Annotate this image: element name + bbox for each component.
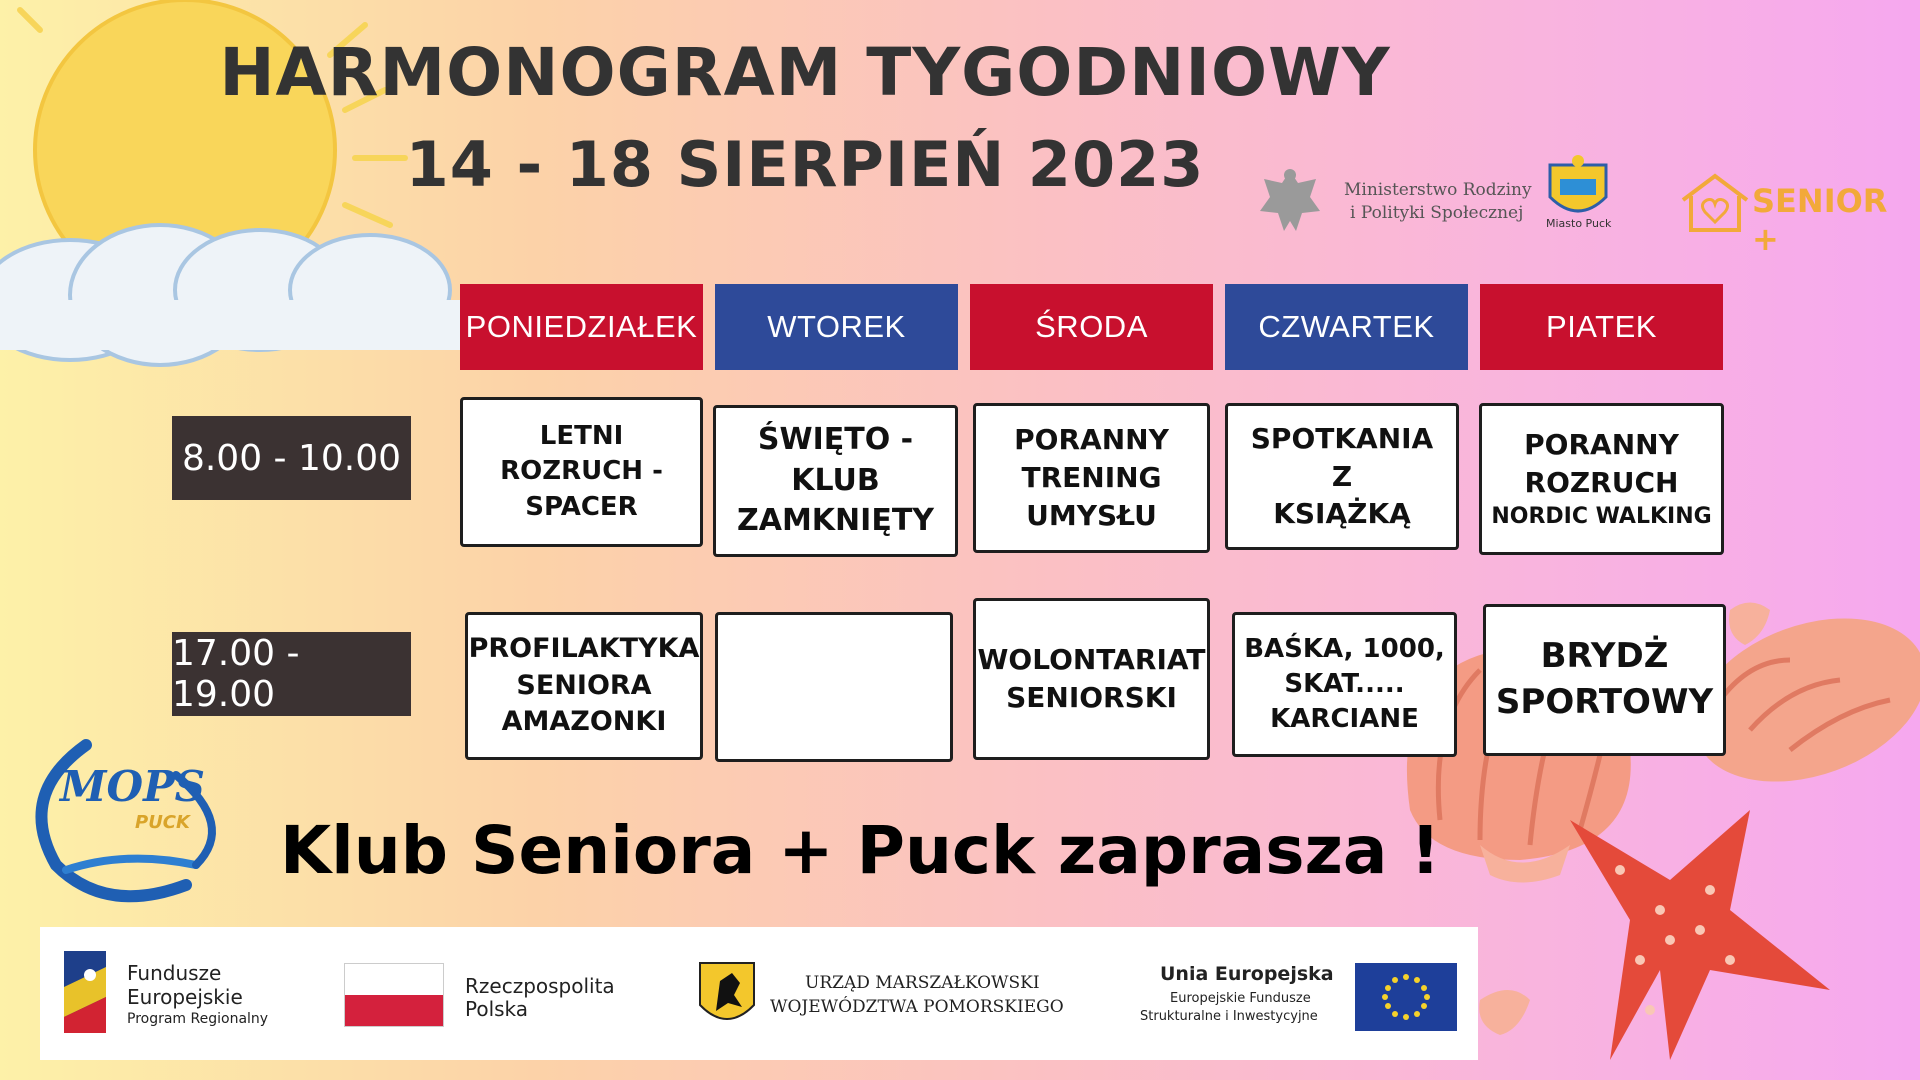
ue-line2: Europejskie Fundusze [1170, 991, 1311, 1006]
cell-friday-morning: PORANNY ROZRUCH NORDIC WALKING [1479, 403, 1724, 555]
cell-thursday-evening: BAŚKA, 1000, SKAT..... KARCIANE [1232, 612, 1457, 757]
pomorskie-griffin-icon [698, 961, 756, 1031]
fundusze-europejskie-icon [60, 947, 110, 1037]
eu-flag-icon [1355, 963, 1457, 1031]
rp-line1: Rzeczpospolita [465, 974, 615, 998]
footer-logos-bar [40, 927, 1478, 1060]
fe-line3: Program Regionalny [127, 1011, 269, 1027]
ue-line3: Strukturalne i Inwestycyjne [1140, 1009, 1318, 1024]
rp-line2: Polska [465, 997, 529, 1021]
cell-friday-evening: BRYDŻ SPORTOWY [1483, 604, 1726, 756]
day-friday: PIATEK [1480, 284, 1723, 370]
eagle-emblem-icon [1258, 165, 1322, 237]
senior-plus-label: SENIOR + [1752, 182, 1888, 258]
ue-line1: Unia Europejska [1160, 963, 1334, 985]
um-line2: WOJEWÓDZTWA POMORSKIEGO [770, 997, 1064, 1017]
slogan: Klub Seniora + Puck zaprasza ! [280, 812, 1441, 889]
date-range: 14 - 18 SIERPIEŃ 2023 [405, 128, 1205, 201]
day-monday: PONIEDZIAŁEK [460, 284, 703, 370]
mops-sub-text: PUCK [135, 812, 190, 833]
cell-tuesday-morning: ŚWIĘTO - KLUB ZAMKNIĘTY [713, 405, 958, 557]
fe-line1: Fundusze [127, 961, 222, 985]
time-morning: 8.00 - 10.00 [172, 416, 411, 500]
day-thursday: CZWARTEK [1225, 284, 1468, 370]
day-wednesday: ŚRODA [970, 284, 1213, 370]
cell-tuesday-evening-empty [715, 612, 953, 762]
polish-flag-icon [344, 963, 444, 1027]
ministry-name-line1: Ministerstwo Rodziny [1344, 180, 1532, 200]
cell-monday-evening: PROFILAKTYKA SENIORA AMAZONKI [465, 612, 703, 760]
cell-thursday-morning: SPOTKANIA Z KSIĄŻKĄ [1225, 403, 1459, 550]
cell-wednesday-evening: WOLONTARIAT SENIORSKI [973, 598, 1210, 760]
senior-house-heart-icon [1677, 170, 1753, 236]
time-evening: 17.00 - 19.00 [172, 632, 411, 716]
um-line1: URZĄD MARSZAŁKOWSKI [805, 973, 1040, 993]
page-title: HARMONOGRAM TYGODNIOWY [219, 34, 1391, 111]
fe-line2: Europejskie [127, 985, 243, 1009]
cell-monday-morning: LETNI ROZRUCH - SPACER [460, 397, 703, 547]
city-name: Miasto Puck [1546, 217, 1612, 230]
day-tuesday: WTOREK [715, 284, 958, 370]
puck-coat-of-arms-icon [1540, 153, 1616, 225]
cell-wednesday-morning: PORANNY TRENING UMYSŁU [973, 403, 1210, 553]
mops-text: MOPS [60, 762, 205, 811]
ministry-name-line2: i Polityki Społecznej [1350, 203, 1524, 223]
